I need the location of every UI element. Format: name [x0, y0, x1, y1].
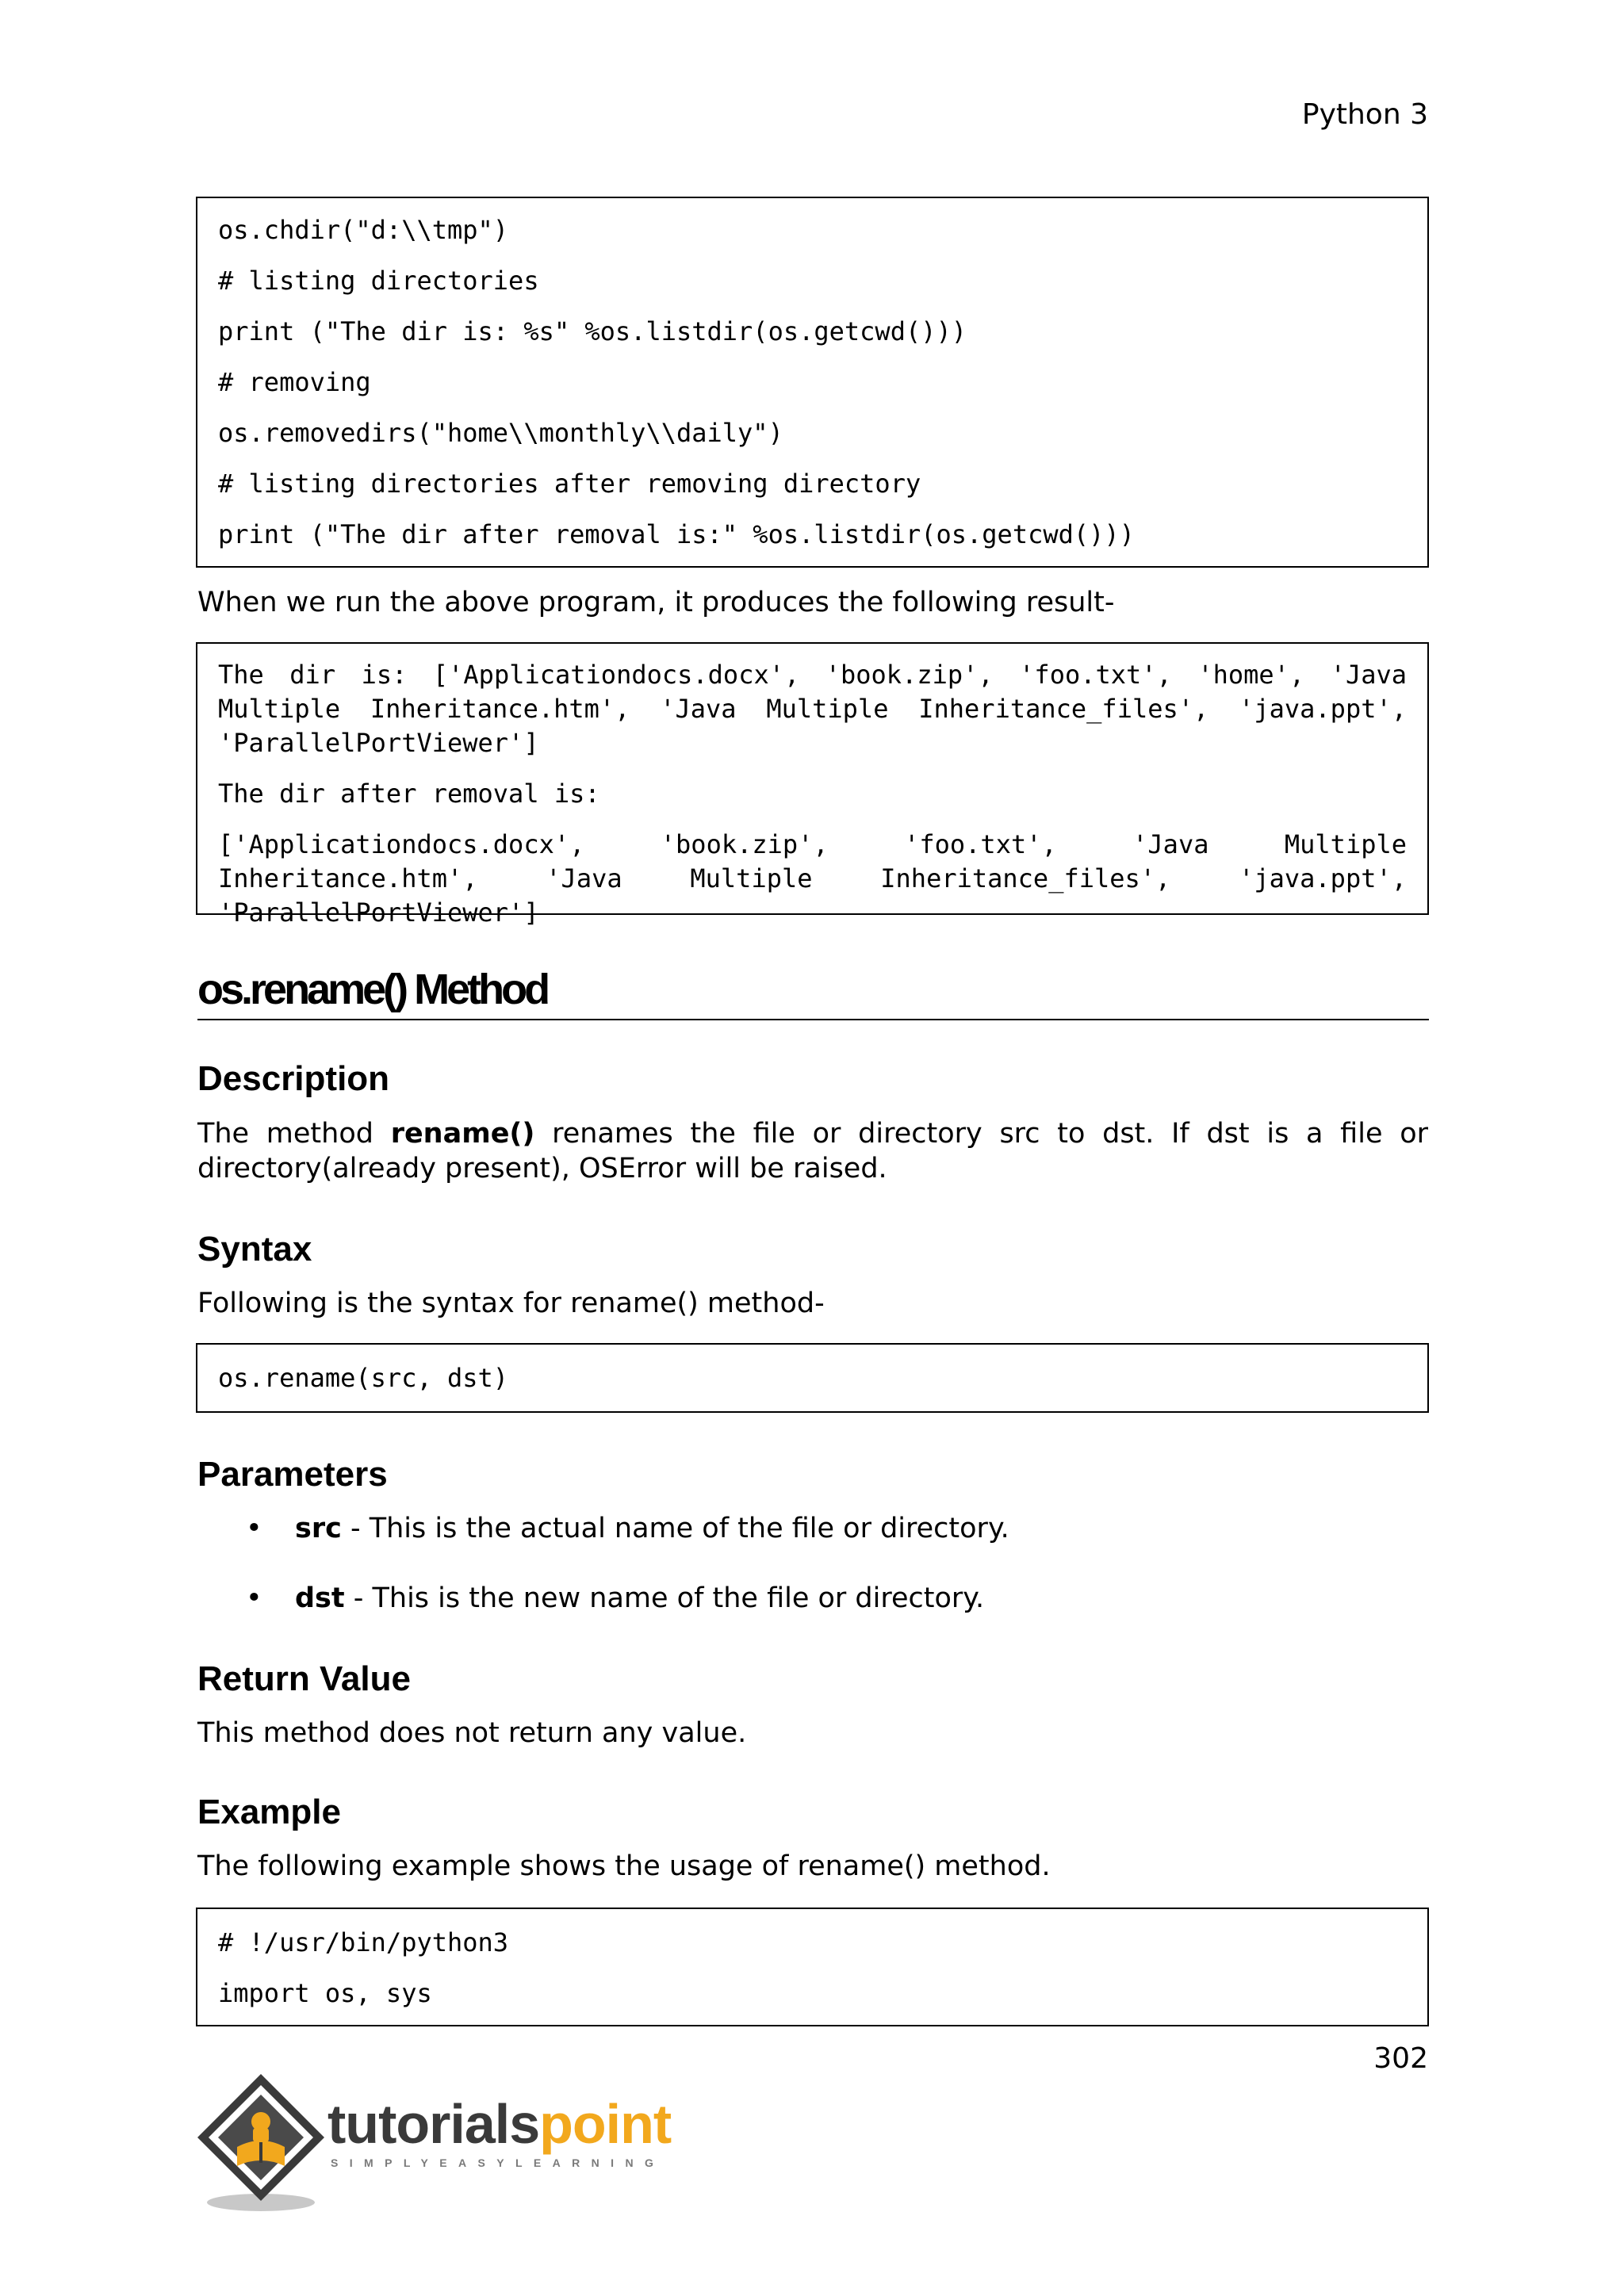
description-heading: Description	[197, 1059, 390, 1098]
code-line: # !/usr/bin/python3	[218, 1927, 509, 1957]
parameter-description: - This is the actual name of the file or directory.	[341, 1513, 1009, 1544]
output-paragraph: The dir is: ['Applicationdocs.docx', 'book.zip', 'foo.txt', 'home', 'Java Multiple Inheritance.htm', 'Java Multiple Inheritance_files', 'java.ppt', 'ParallelPortViewer']	[218, 660, 1407, 758]
parameter-description: - This is the new name of the file or directory.	[344, 1582, 985, 1614]
code-line: print ("The dir after removal is:" %os.listdir(os.getcwd()))	[218, 519, 1135, 549]
tutorialspoint-logo	[193, 2071, 672, 2214]
example-intro: The following example shows the usage of rename() method.	[197, 1850, 1051, 1882]
list-item	[238, 1581, 1427, 1616]
parameters-list	[238, 1511, 1427, 1651]
code-line: import os, sys	[218, 1978, 432, 2008]
parameter-name: dst	[295, 1582, 345, 1614]
example-code-block	[196, 1908, 1429, 2026]
list-item	[238, 1511, 1427, 1546]
parameters-heading: Parameters	[197, 1455, 388, 1494]
code-block-directory-listing	[196, 197, 1429, 568]
code-line: # listing directories after removing directory	[218, 469, 921, 499]
logo-emblem-icon	[193, 2071, 335, 2214]
logo-wordmark-accent: point	[539, 2093, 672, 2155]
description-text	[197, 1116, 1428, 1186]
logo-wordmark	[327, 2093, 672, 2155]
code-line: # removing	[218, 367, 371, 397]
section-title: os.rename() Method	[197, 962, 1429, 1020]
code-line: os.rename(src, dst)	[218, 1363, 509, 1393]
output-paragraph: ['Applicationdocs.docx', 'book.zip', 'foo.txt', 'Java Multiple Inheritance.htm', 'Java Multiple Inheritance_files', 'java.ppt', 'ParallelPortViewer']	[218, 829, 1407, 928]
syntax-heading: Syntax	[197, 1230, 312, 1269]
syntax-code-block	[196, 1343, 1429, 1413]
result-intro-text: When we run the above program, it produces the following result-	[197, 587, 1115, 618]
return-value-text: This method does not return any value.	[197, 1717, 747, 1749]
code-line: os.chdir("d:\\tmp")	[218, 215, 509, 245]
code-line: # listing directories	[218, 266, 539, 296]
header-title: Python 3	[1301, 98, 1428, 131]
description-text-start: The method	[197, 1118, 391, 1150]
code-line: os.removedirs("home\\monthly\\daily")	[218, 418, 783, 448]
output-paragraph: The dir after removal is:	[218, 779, 600, 809]
parameter-name: src	[295, 1513, 342, 1544]
method-name: rename()	[390, 1118, 535, 1150]
return-value-heading: Return Value	[197, 1659, 411, 1698]
description-text-end: renames the file or directory src to dst. If dst is a file or directory(already present), OSError will be raised.	[197, 1118, 1428, 1184]
syntax-intro: Following is the syntax for rename() method-	[197, 1288, 825, 1319]
logo-wordmark-part: tutorials	[327, 2093, 540, 2155]
page-number: 302	[1373, 2042, 1428, 2075]
program-output-block	[196, 642, 1429, 928]
logo-tagline: SIMPLYEASYLEARNING	[331, 2156, 665, 2169]
code-line: print ("The dir is: %s" %os.listdir(os.getcwd()))	[218, 316, 967, 346]
example-heading: Example	[197, 1793, 341, 1831]
